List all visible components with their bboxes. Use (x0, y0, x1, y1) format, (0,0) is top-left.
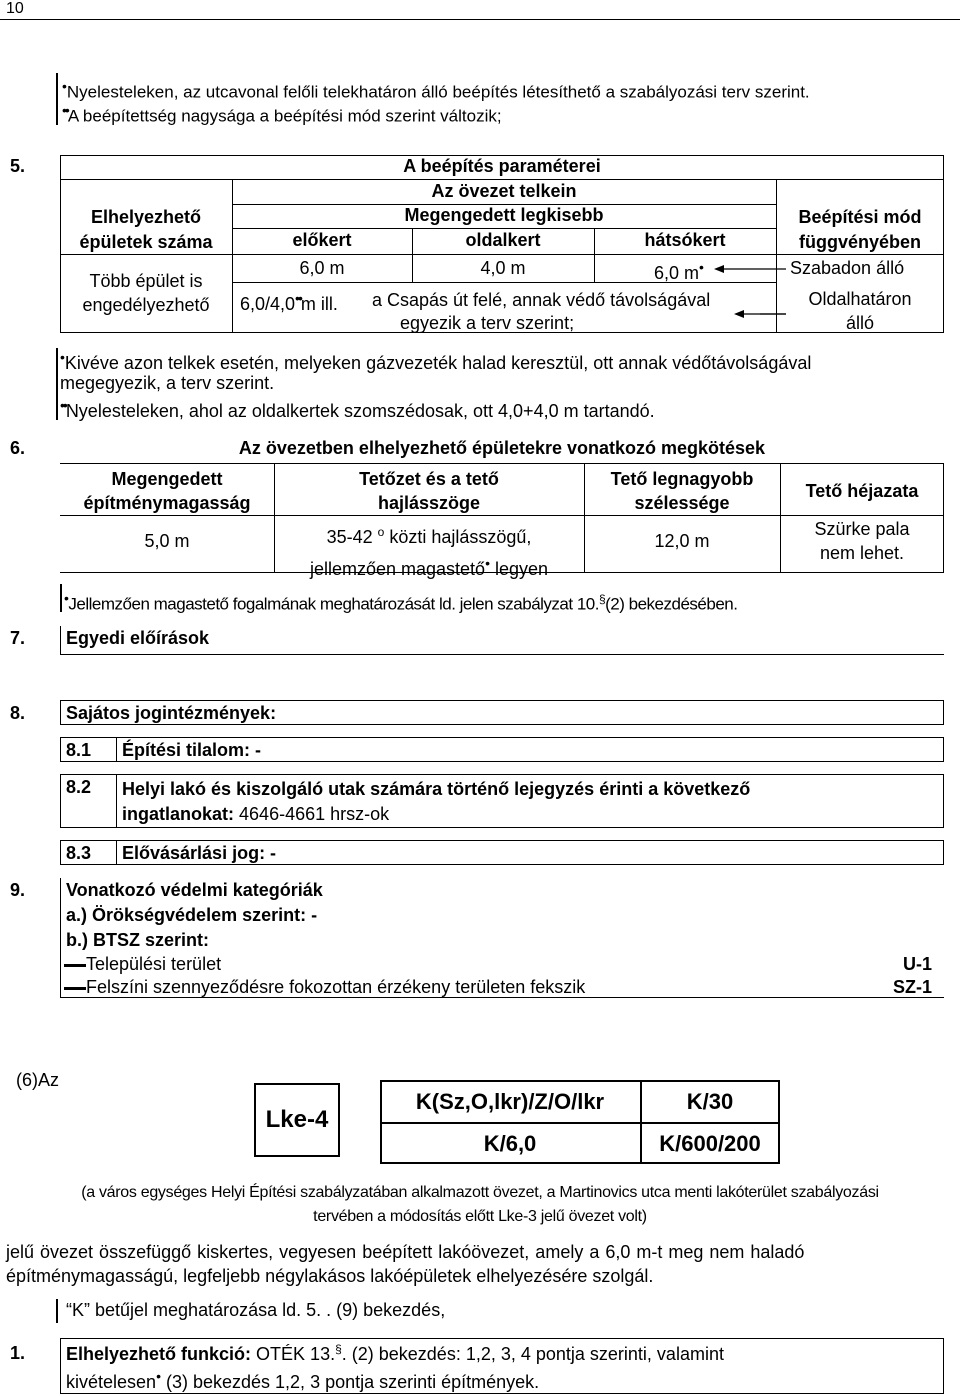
zone-name: Lke-4 (265, 1106, 329, 1133)
s8-r1-text: Építési tilalom: - (122, 740, 262, 760)
s6-h4: Tető héjazata (805, 481, 919, 501)
s5-r1-oldalkert: 4,0 m (480, 258, 526, 278)
s5-r2-mod: Oldalhatáron álló (808, 289, 912, 333)
s5-min-header: Megengedett legkisebb (404, 205, 604, 225)
section-7-number: 7. (10, 628, 26, 648)
s5-r1-mod: Szabadon álló (790, 258, 905, 278)
intro-line-2: •• A beépítettség nagysága a beépítési mód szerint változik; (62, 102, 502, 127)
note5-line-3: •• Nyelesteleken, ahol az oldalkertek szomszédosak, ott 4,0+4,0 m tartandó. (60, 397, 655, 422)
s6-h2: Tetőzet és a tető hajlásszöge (359, 469, 499, 513)
s9-line-1-value: U-1 (902, 954, 932, 974)
s6-h3: Tető legnagyobb szélessége (610, 469, 754, 513)
zone-lead: (6)Az (16, 1070, 60, 1090)
section-6-number: 6. (10, 438, 26, 458)
s9-line-2-value: SZ-1 (892, 977, 932, 997)
s5-r1-hatsokert: 6,0 m• (654, 259, 704, 284)
s8-r3-text: Elővásárlási jog: - (122, 843, 277, 863)
section-1-number: 1. (10, 1343, 26, 1363)
zone-c1: K(Sz,O,lkr)/Z/O/lkr (415, 1089, 605, 1114)
s5-hatsokert: hátsókert (644, 230, 726, 250)
intro-line-1: • Nyelesteleken, az utcavonal felőli telekhatáron álló beépítés létesíthető a szabályozási terv szerint. (62, 78, 810, 103)
s6-v4: Szürke pala nem lehet. (814, 519, 910, 563)
s8-title: Sajátos jogintézmények: (66, 703, 277, 723)
zone-c3: K/6,0 (483, 1131, 537, 1156)
s9-b: b.) BTSZ szerint: (66, 930, 209, 950)
s8-r1-num: 8.1 (66, 740, 92, 760)
s5-col1-header: Elhelyezhető épületek száma (79, 207, 213, 252)
s9-title: Vonatkozó védelmi kategóriák (66, 880, 323, 900)
note5-bar (56, 348, 58, 420)
k-note-bar (56, 1299, 58, 1323)
s5-col1-value: Több épület is engedélyezhető (82, 271, 210, 315)
zone-c4: K/600/200 (659, 1131, 761, 1156)
s6-v1: 5,0 m (144, 531, 190, 551)
s6-h1: Megengedett építménymagasság (83, 469, 251, 513)
s5-oldalkert: oldalkert (465, 230, 541, 250)
s6-v3: 12,0 m (654, 531, 710, 551)
s5-mod-header: Beépítési mód függvényében (798, 207, 922, 252)
s8-r2-num: 8.2 (66, 777, 92, 797)
s5-elokert: előkert (292, 230, 352, 250)
s1-line-2: kivételesen• (3) bekezdés 1,2, 3 pontja szerinti építmények. (66, 1368, 539, 1393)
section-9-number: 9. (10, 880, 26, 900)
s9-line-2: Felszíni szennyeződésre fokozottan érzékeny területen fekszik (64, 977, 585, 998)
note5-line-1: • Kivéve azon telkek esetén, melyeken gázvezeték halad keresztül, ott annak védőtávolságával (60, 349, 811, 374)
s5-arrows (700, 262, 790, 322)
page-number: 10 (6, 0, 24, 17)
s5-title-2: Az övezet telkein (431, 181, 577, 201)
k-note: “K” betűjel meghatározása ld. 5. . (9) bekezdés, (66, 1300, 446, 1320)
zone-caption: (a város egységes Helyi Építési szabályzatában alkalmazott övezet, a Martinovics utca menti lakóterület szabályozási tervében a módosítás előtt Lke-3 jelű övezet volt) (81, 1184, 879, 1225)
s5-r2-note-2: egyezik a terv szerint; (400, 313, 575, 333)
s5-r2-setback: 6,0/4,0•• m ill. (240, 290, 338, 315)
page-number-box (0, 0, 960, 20)
s6-note-bar (60, 584, 62, 612)
s5-r2-note: a Csapás út felé, annak védő távolságával (372, 290, 711, 310)
s7-title: Egyedi előírások (66, 628, 210, 648)
s9-a: a.) Örökségvédelem szerint: - (66, 905, 318, 925)
s6-v2: 35-42 $^o$ közti hajlásszögű, jellemzően magastető• legyen (274, 519, 584, 582)
s9-line-1: Települési terület (64, 954, 221, 975)
s5-title-1: A beépítés paraméterei (403, 156, 601, 176)
s8-r2-text: Helyi lakó és kiszolgáló utak számára történő lejegyzés érinti a következő ingatlanokat: 4646-4661 hrsz-ok (122, 779, 751, 824)
s6-note: • Jellemzően magastető fogalmának meghatározását ld. jelen szabályzat 10.§(2) bekezdésében. (64, 590, 737, 615)
s1-line-1: Elhelyezhető funkció: OTÉK 13.§. (2) bekezdés: 1,2, 3, 4 pontja szerinti, valamint (66, 1342, 724, 1364)
s8-r3-num: 8.3 (66, 843, 92, 863)
note5-line-2: megegyezik, a terv szerint. (60, 373, 275, 393)
section-5-number: 5. (10, 156, 26, 176)
s5-r1-elokert: 6,0 m (299, 258, 345, 278)
zone-desc: jelű övezet összefüggő kiskertes, vegyesen beépített lakóövezet, amely a 6,0 m-t meg nem haladó építménymagasságú, legfeljebb négylakásos lakóépületek elhelyezésére szolgál. (6, 1242, 805, 1286)
s6-title: Az övezetben elhelyezhető épületekre vonatkozó megkötések (238, 438, 766, 458)
section-8-number: 8. (10, 703, 26, 723)
zone-c2: K/30 (686, 1089, 734, 1114)
intro-bar (56, 73, 58, 125)
